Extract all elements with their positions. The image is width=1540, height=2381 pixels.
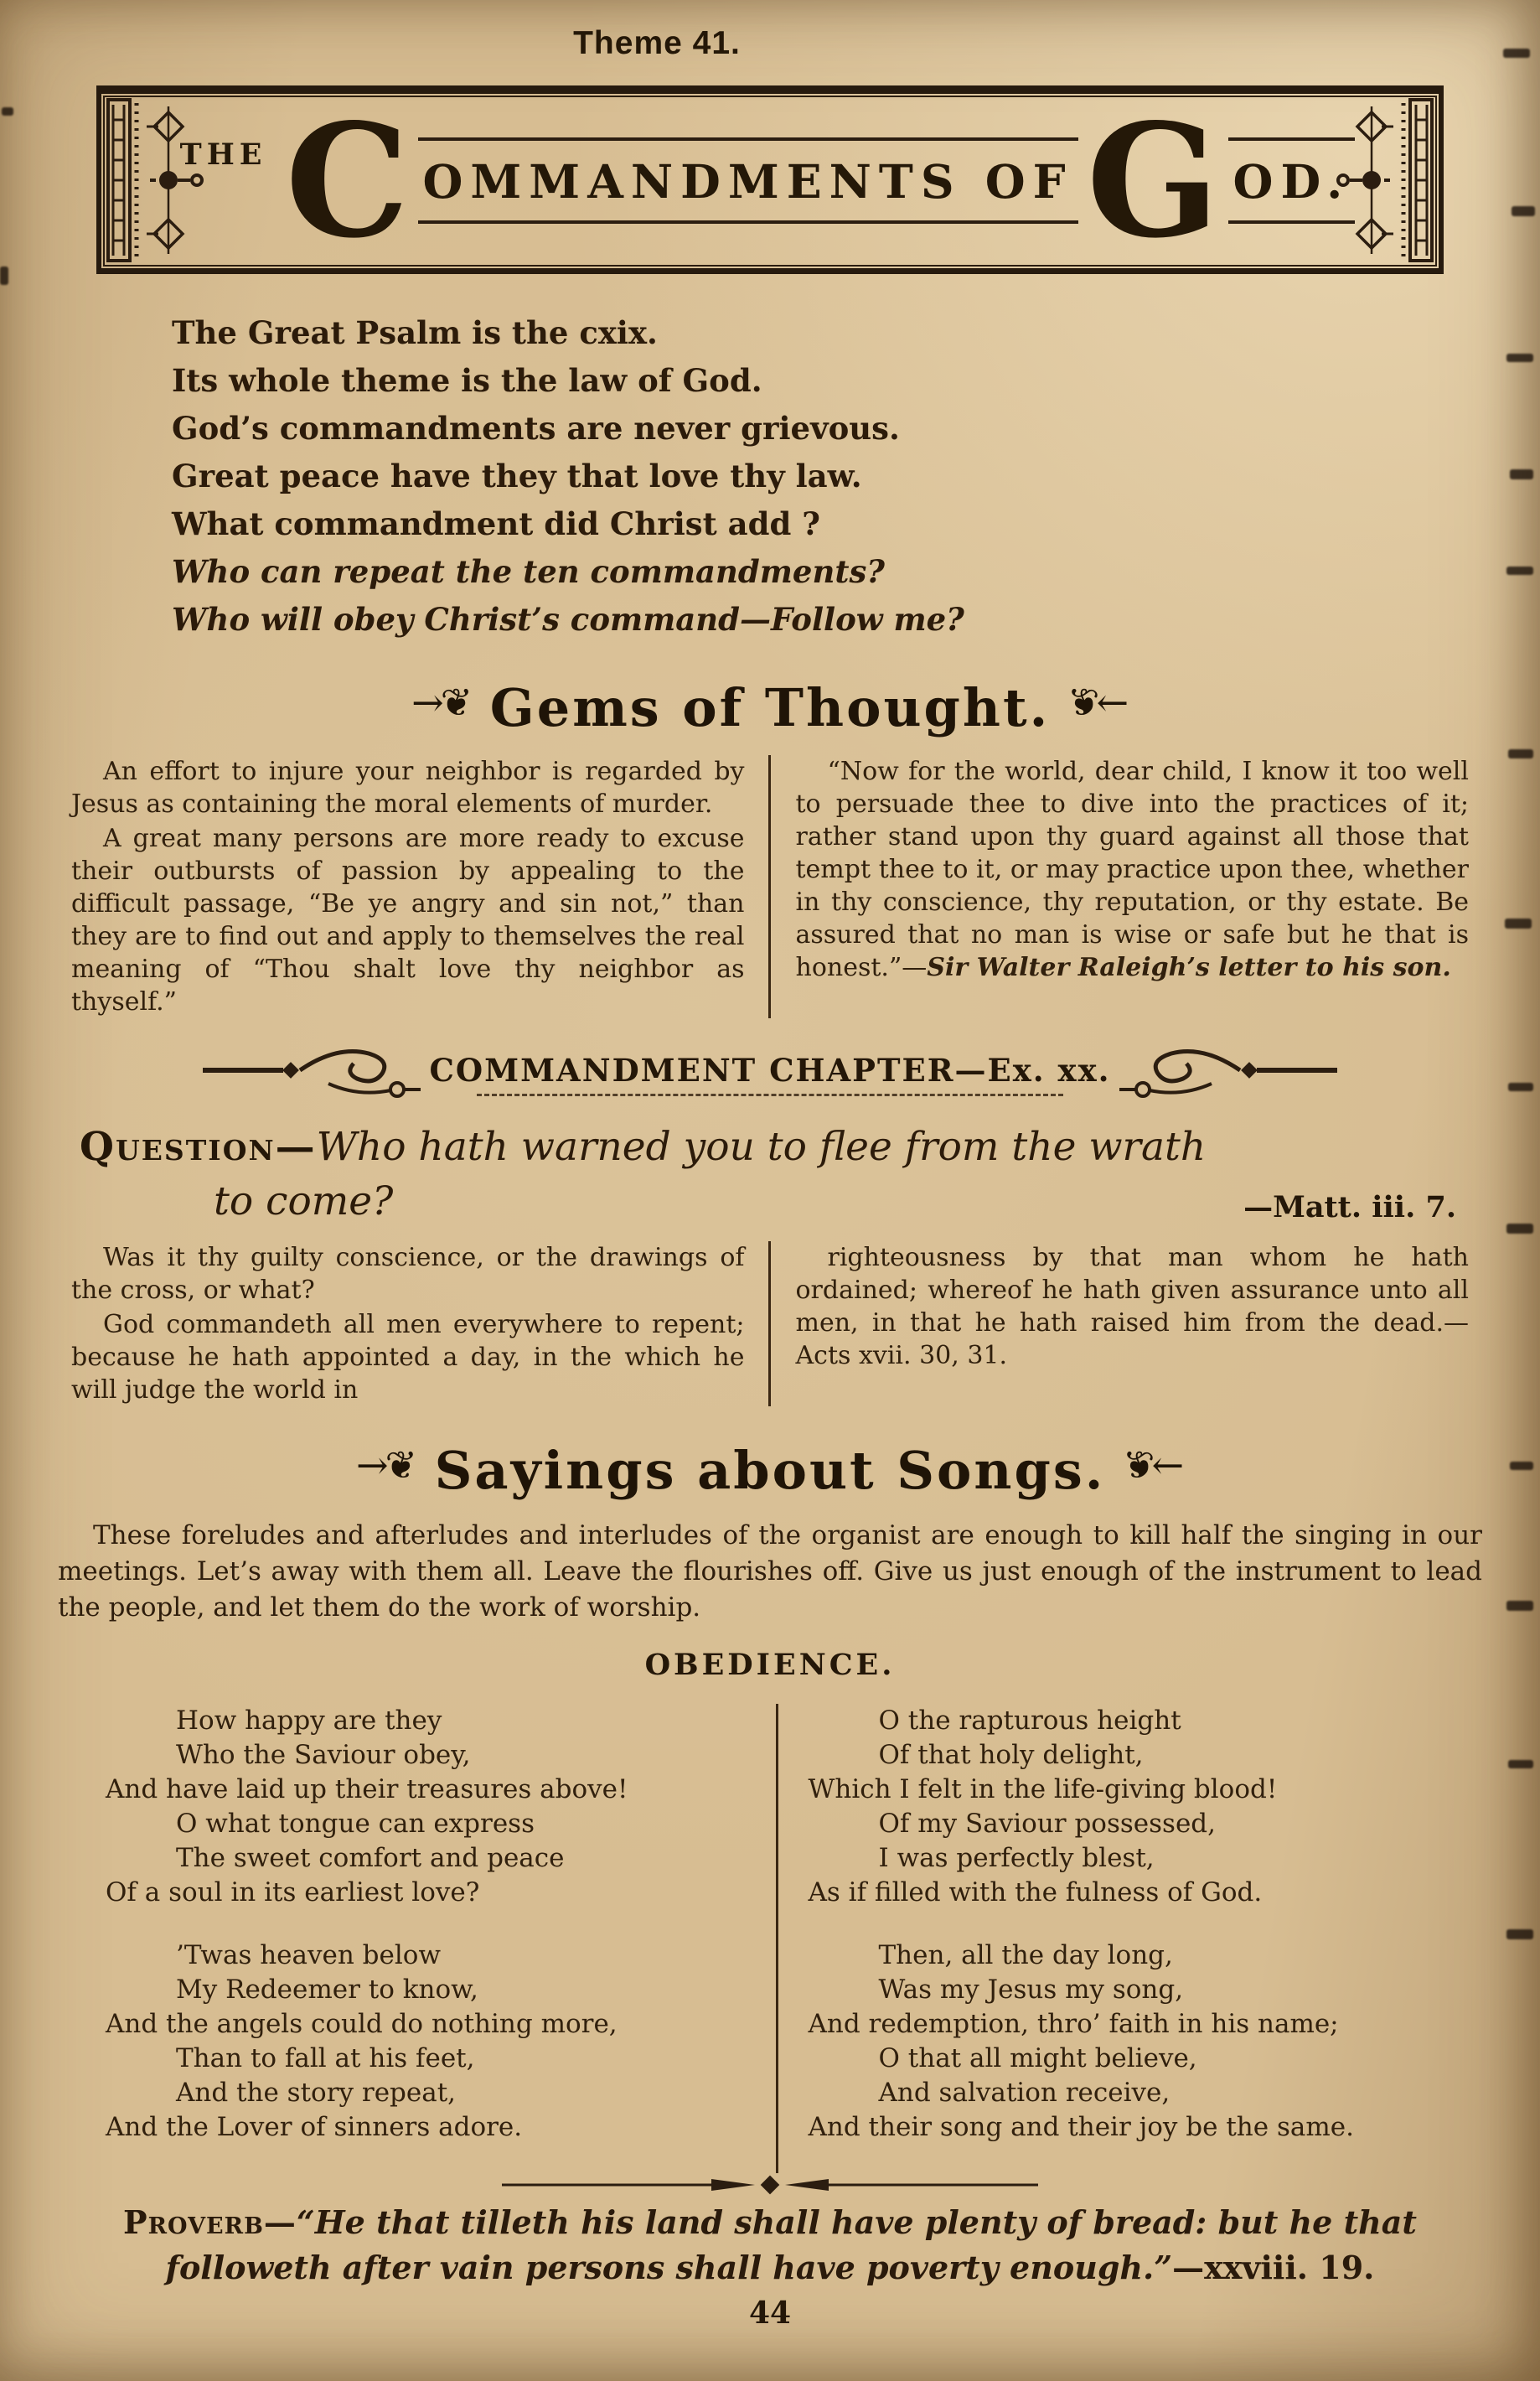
question-text-line2: to come? bbox=[214, 1178, 394, 1224]
question-citation: —Matt. iii. 7. bbox=[1243, 1190, 1456, 1224]
scan-mark bbox=[1506, 1929, 1533, 1939]
hymn-line: My Redeemer to know, bbox=[176, 1975, 478, 2005]
banner-word-commandments: OMMANDMENTS OF bbox=[418, 137, 1078, 224]
gems-heading-text: Gems of Thought. bbox=[489, 677, 1051, 738]
statement-line: Who can repeat the ten commandments? bbox=[172, 553, 885, 590]
hymn-right-column bbox=[776, 1704, 1479, 2173]
heading-ornament-left-icon: →❦ bbox=[411, 680, 470, 725]
scan-mark bbox=[1506, 567, 1533, 575]
scan-mark bbox=[1510, 1462, 1533, 1470]
hymn-line: And their song and their joy be the same. bbox=[808, 2112, 1354, 2142]
question-paragraph: righteousness by that man whom he hath ordained; whereof he hath given assurance unto all men, in that he hath raised him from the dead.—Acts xvii. 30, 31. bbox=[795, 1243, 1469, 1370]
gems-heading bbox=[0, 677, 1540, 738]
hymn-line: Of a soul in its earliest love? bbox=[106, 1877, 480, 1907]
proverb-label: Proverb bbox=[123, 2203, 264, 2241]
hymn-left-column bbox=[62, 1704, 776, 2173]
sayings-heading bbox=[0, 1440, 1540, 1501]
hymn-line: And have laid up their treasures above! bbox=[106, 1774, 628, 1804]
chapter-banner-text-wrap bbox=[429, 1052, 1110, 1096]
hymn-line: O what tongue can express bbox=[176, 1809, 535, 1839]
chapter-flourish-left-icon bbox=[203, 1043, 421, 1104]
banner-title bbox=[179, 89, 1361, 273]
question-heading bbox=[80, 1124, 1481, 1170]
chapter-banner-text: COMMANDMENT CHAPTER—Ex. xx. bbox=[429, 1051, 1111, 1089]
hymn-stanza bbox=[106, 1704, 776, 1910]
hymn-line: And the Lover of sinners adore. bbox=[106, 2112, 523, 2142]
hymn-line: ’Twas heaven below bbox=[176, 1940, 441, 1970]
scan-mark bbox=[1506, 1224, 1533, 1234]
hymn-line: And redemption, thro’ faith in his name; bbox=[808, 2009, 1339, 2039]
proverb-citation: —xxviii. 19. bbox=[1172, 2249, 1375, 2286]
hymn-line: O that all might believe, bbox=[878, 2043, 1197, 2073]
question-label: Question bbox=[80, 1124, 276, 1170]
hymn-stanza bbox=[809, 1704, 1479, 1910]
scan-mark bbox=[1505, 919, 1532, 929]
end-divider-icon bbox=[502, 2173, 1038, 2197]
statement-line: Great peace have they that love thy law. bbox=[172, 458, 862, 494]
scan-mark bbox=[0, 267, 8, 285]
question-paragraph: Was it thy guilty conscience, or the drawings of the cross, or what? bbox=[71, 1243, 745, 1305]
proverb-quote: “He that tilleth his land shall have plenty of bread: but he that followeth after vain persons shall have poverty enough.” bbox=[165, 2203, 1417, 2286]
scan-mark bbox=[1508, 1083, 1533, 1091]
chapter-underline bbox=[477, 1094, 1063, 1096]
theme-row bbox=[0, 0, 1540, 62]
chapter-banner bbox=[0, 1043, 1540, 1104]
question-columns bbox=[71, 1241, 1469, 1406]
proverb-dash: — bbox=[263, 2203, 297, 2241]
hymn-line: Than to fall at his feet, bbox=[176, 2043, 475, 2073]
banner-word-the: THE bbox=[179, 137, 267, 173]
page-number: 44 bbox=[748, 2296, 792, 2331]
sayings-heading-text: Sayings about Songs. bbox=[434, 1440, 1106, 1501]
banner-end-ornament-right-icon bbox=[1331, 94, 1437, 268]
heading-ornament-right-icon: →❦ bbox=[1125, 1442, 1185, 1488]
intro-statements bbox=[172, 309, 1540, 644]
scan-mark bbox=[1506, 1601, 1533, 1611]
statement-line: The Great Psalm is the cxix. bbox=[172, 314, 658, 351]
proverb bbox=[58, 2200, 1482, 2290]
gems-paragraph: A great many persons are more ready to excuse their outbursts of passion by appealing to the difficult passage, “Be ye angry and sin not,” than they are to find out and apply to themselves the real meaning of “Thou shalt love thy neighbor as thyself.” bbox=[71, 824, 745, 1017]
banner-end-ornament-left-icon bbox=[103, 94, 209, 268]
statement-line: What commandment did Christ add ? bbox=[172, 505, 820, 542]
scan-mark bbox=[1506, 354, 1533, 362]
banner-dropcap-c: C bbox=[285, 89, 410, 273]
gems-paragraph: An effort to injure your neighbor is regarded by Jesus as containing the moral elements of murder. bbox=[71, 757, 745, 819]
statement-line: God’s commandments are never grievous. bbox=[172, 410, 900, 447]
question-heading-line2 bbox=[80, 1178, 1481, 1224]
gems-left-column bbox=[71, 755, 768, 1018]
hymn-line: As if filled with the fulness of God. bbox=[808, 1877, 1263, 1907]
ornamental-title-banner bbox=[96, 85, 1444, 274]
question-left-column bbox=[71, 1241, 768, 1406]
hymn-line: Who the Saviour obey, bbox=[176, 1740, 471, 1770]
hymn-line: Of my Saviour possessed, bbox=[878, 1809, 1216, 1839]
question-section bbox=[80, 1124, 1481, 1224]
scan-mark bbox=[1508, 1760, 1533, 1768]
banner-word-god: OD. bbox=[1228, 137, 1356, 224]
obedience-heading: OBEDIENCE. bbox=[644, 1648, 896, 1682]
statement-line: Who will obey Christ’s command—Follow me? bbox=[172, 601, 964, 638]
hymn-line: O the rapturous height bbox=[878, 1706, 1181, 1736]
sayings-paragraph: These foreludes and afterludes and interludes of the organist are enough to kill half the singing in our meetings. Let’s away with them all. Leave the flourishes off. Give us just enough of the instrument to lead the people, and let them do the work of worship. bbox=[58, 1520, 1482, 1623]
scan-mark bbox=[1510, 469, 1533, 479]
question-text-line1: Who hath warned you to flee from the wrath bbox=[316, 1124, 1207, 1170]
hymn-columns bbox=[62, 1704, 1478, 2173]
scan-mark bbox=[2, 107, 13, 116]
hymn-line: How happy are they bbox=[176, 1706, 442, 1736]
chapter-flourish-right-icon bbox=[1119, 1043, 1337, 1104]
hymn-line: Of that holy delight, bbox=[878, 1740, 1144, 1770]
gems-attribution: Sir Walter Raleigh’s letter to his son. bbox=[927, 953, 1451, 982]
hymn-stanza bbox=[106, 1938, 776, 2145]
gems-paragraph: “Now for the world, dear child, I know it too well to persuade thee to dive into the practices of it; rather stand upon thy guard against all those that tempt thee to it, or may practice upon thee, whether in thy conscience, thy reputation, or thy estate. Be assured that no man is wise or safe but he that is honest.”—Sir Walter Raleigh’s letter to his son. bbox=[795, 757, 1469, 982]
hymn-line: Which I felt in the life-giving blood! bbox=[808, 1774, 1278, 1804]
scan-mark bbox=[1512, 206, 1535, 216]
hymn-line: Then, all the day long, bbox=[878, 1940, 1173, 1970]
question-paragraph: God commandeth all men everywhere to repent; because he hath appointed a day, in the which he will judge the world in bbox=[71, 1310, 745, 1405]
hymn-line: And the angels could do nothing more, bbox=[106, 2009, 618, 2039]
page-theme: Theme 41. bbox=[573, 25, 741, 61]
statement-line: Its whole theme is the law of God. bbox=[172, 362, 762, 399]
hymn-line: And salvation receive, bbox=[878, 2078, 1171, 2108]
banner-dropcap-g: G bbox=[1086, 89, 1220, 273]
question-dash: — bbox=[275, 1124, 317, 1170]
scan-mark bbox=[1508, 749, 1533, 758]
hymn-line: Was my Jesus my song, bbox=[878, 1975, 1184, 2005]
heading-ornament-right-icon: →❦ bbox=[1070, 680, 1129, 725]
question-right-column bbox=[768, 1241, 1470, 1406]
hymn-line: I was perfectly blest, bbox=[878, 1843, 1155, 1873]
hymn-stanza bbox=[809, 1938, 1479, 2145]
heading-ornament-left-icon: →❦ bbox=[355, 1442, 415, 1488]
gems-right-column bbox=[768, 755, 1470, 1018]
hymn-line: And the story repeat, bbox=[176, 2078, 457, 2108]
scan-mark bbox=[1503, 49, 1530, 58]
gems-columns bbox=[71, 755, 1469, 1018]
hymn-line: The sweet comfort and peace bbox=[176, 1843, 565, 1873]
